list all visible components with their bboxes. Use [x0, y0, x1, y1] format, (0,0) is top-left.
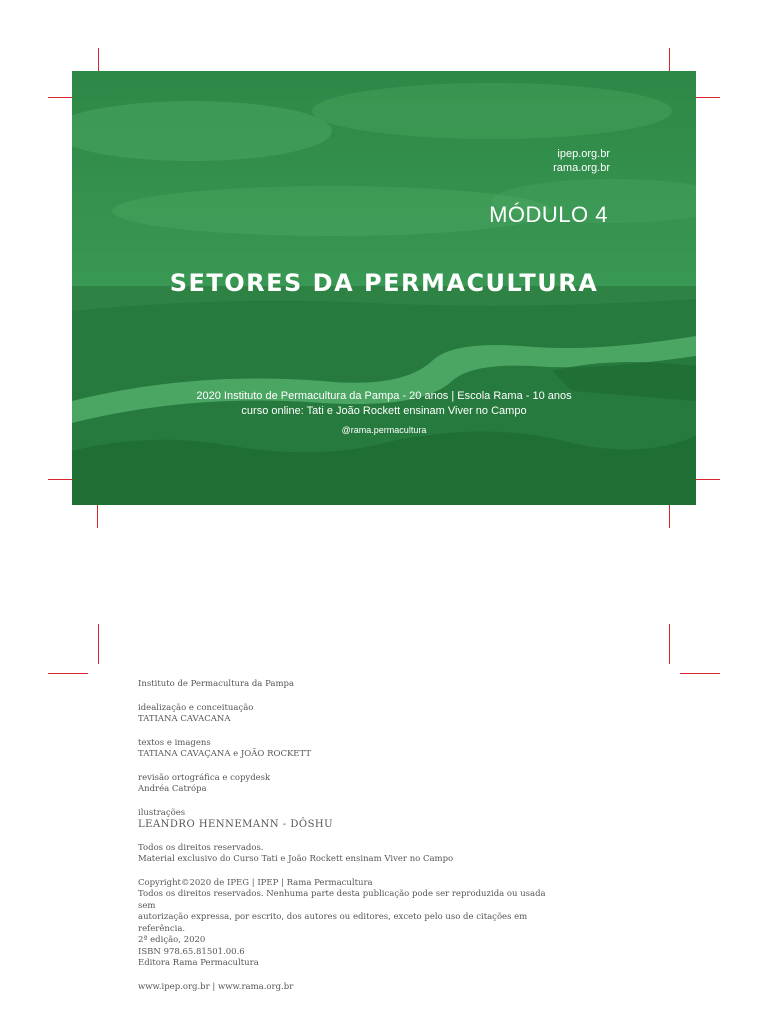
- url-ipep: ipep.org.br: [557, 148, 610, 160]
- institute-name: Instituto de Permacultura da Pampa: [138, 679, 295, 689]
- revision-label: revisão ortográfica e copydesk: [138, 772, 271, 783]
- crop-mark: [48, 673, 88, 674]
- edition-line: 2ª edição, 2020: [138, 935, 206, 945]
- legal-line-3: referência.: [138, 923, 186, 934]
- crop-mark: [669, 624, 670, 664]
- idealization-name: TATIANA CAVACANA: [138, 714, 231, 724]
- credit-line-1: 2020 Instituto de Permacultura da Pampa - 20 anos | Escola Rama - 10 anos: [196, 390, 572, 402]
- crop-mark: [98, 624, 99, 664]
- copyright-line: Copyright©2020 de IPEG | IPEP | Rama Permacultura: [138, 877, 373, 888]
- illustrations-name: LEANDRO HENNEMANN - DÔSHU: [138, 819, 334, 830]
- cover-urls: [553, 147, 610, 175]
- rights-line-1: Todos os direitos reservados.: [138, 842, 264, 853]
- colophon: [138, 679, 558, 993]
- crop-mark: [680, 673, 720, 674]
- module-label: MÓDULO 4: [489, 202, 608, 227]
- websites-line: www.ipep.org.br | www.rama.org.br: [138, 981, 294, 992]
- cover-credits: [72, 389, 696, 438]
- credit-line-2: curso online: Tati e João Rockett ensinam Viver no Campo: [241, 405, 527, 417]
- texts-names: TATIANA CAVAÇANA e JOÃO ROCKETT: [138, 749, 312, 759]
- url-rama: rama.org.br: [553, 162, 610, 174]
- instagram-handle: @rama.permacultura: [341, 425, 427, 435]
- publisher-line: Editora Rama Permacultura: [138, 958, 259, 968]
- texts-label: textos e imagens: [138, 737, 211, 748]
- legal-line-2: autorização expressa, por escrito, dos autores ou editores, exceto pelo uso de citações em: [138, 912, 528, 922]
- cover-panel: [72, 71, 696, 505]
- idealization-label: idealização e conceituação: [138, 702, 254, 713]
- revision-name: Andréa Catrópa: [138, 784, 207, 794]
- legal-line-1: Todos os direitos reservados. Nenhuma parte desta publicação pode ser reproduzida ou usada sem: [138, 889, 546, 911]
- rights-line-2: Material exclusivo do Curso Tati e João Rockett ensinam Viver no Campo: [138, 854, 454, 864]
- isbn-line: ISBN 978.65.81501.00.6: [138, 946, 245, 957]
- cover-title: SETORES DA PERMACULTURA: [169, 269, 599, 297]
- illustrations-label: ilustrações: [138, 807, 186, 818]
